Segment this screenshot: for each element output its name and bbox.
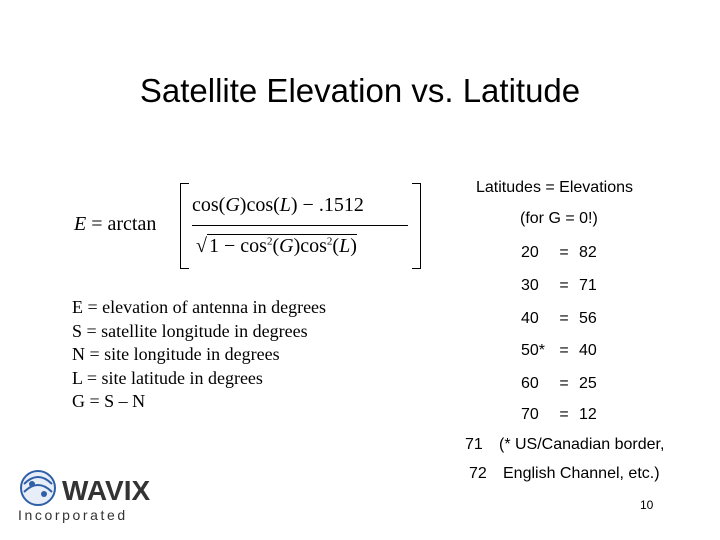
formula-lhs: E = arctan (74, 213, 157, 235)
elevation-formula (74, 180, 434, 270)
formula-left-bracket (180, 183, 189, 269)
latitude-value: 60 (521, 375, 539, 392)
latitude-value: 40 (521, 310, 539, 327)
table-subheading: (for G = 0!) (520, 210, 598, 227)
formula-denominator: √ $1 - \cos^2(G)\cos^2(L)$ (196, 235, 357, 257)
table-row (521, 244, 597, 262)
elevation-value: 71 (579, 277, 597, 294)
latitude-value: 70 (521, 406, 539, 423)
elevation-value: 40 (579, 342, 597, 359)
elevation-value: 12 (579, 406, 597, 423)
table-row (521, 342, 597, 360)
elevation-value: 56 (579, 310, 597, 327)
formula-fraction-line (192, 225, 408, 226)
legend-item: N = site longitude in degrees (72, 344, 280, 364)
table-row (521, 310, 597, 328)
elevation-value: 82 (579, 244, 597, 261)
wavix-logo (16, 464, 156, 524)
table-row (521, 375, 597, 393)
equals-sign: = (559, 342, 569, 359)
equals-sign: = (559, 244, 569, 261)
equals-sign: = (559, 406, 569, 423)
legend-item: E = elevation of antenna in degrees (72, 297, 327, 317)
table-row (521, 406, 597, 424)
legend-item: S = satellite longitude in degrees (72, 320, 308, 341)
page-number: 10 (640, 498, 654, 512)
wavix-logo-graphic (16, 464, 156, 524)
legend-item: L = site latitude in degrees (72, 367, 263, 388)
slide-title: Satellite Elevation vs. Latitude (139, 72, 581, 109)
footnote-line-number: 71 (465, 436, 483, 453)
formula-right-bracket (412, 183, 421, 269)
footnote-text: English Channel, etc.) (503, 465, 660, 482)
equals-sign: = (559, 277, 569, 294)
table-heading: Latitudes = Elevations (476, 179, 633, 196)
formula-numerator: cos(G)cos(L) − .1512 (192, 194, 364, 216)
latitude-value: 20 (521, 244, 539, 261)
footnote-text: (* US/Canadian border, (499, 436, 665, 453)
variable-legend (72, 296, 326, 414)
footnote-line-number: 72 (469, 465, 487, 482)
elevation-value: 25 (579, 375, 597, 392)
table-row (521, 277, 597, 295)
legend-item: G = S – N (72, 391, 146, 411)
equals-sign: = (559, 375, 569, 392)
latitude-value: 50* (521, 342, 546, 359)
latitude-value: 30 (521, 277, 539, 294)
equals-sign: = (559, 310, 569, 327)
logo-wordmark: WAVIX (62, 475, 151, 506)
logo-subtitle: Incorporated (18, 507, 128, 523)
